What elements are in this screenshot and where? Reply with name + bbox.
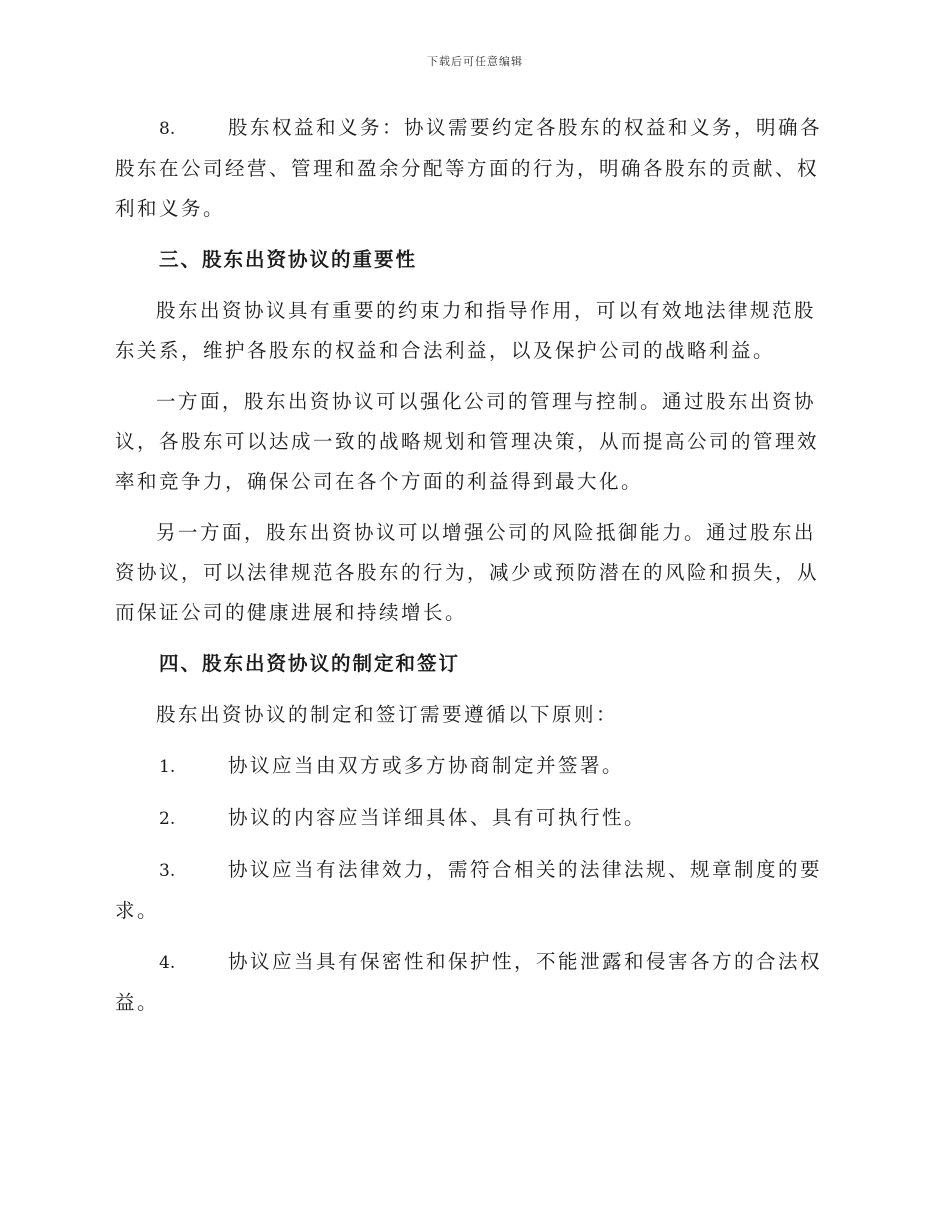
list-text: 协议的内容应当详细具体、具有可执行性。 <box>228 806 647 829</box>
principle-item-3 <box>115 850 835 931</box>
paragraph: 一方面，股东出资协议可以强化公司的管理与控制。通过股东出资协议，各股东可以达成一致的战略规划和管理决策，从而提高公司的管理效率和竞争力，确保公司在各个方面的利益得到最大化。 <box>115 390 820 493</box>
list-text: 协议应当有法律效力，需符合相关的法律法规、规章制度的要求。 <box>115 858 823 922</box>
list-text: 协议应当由双方或多方协商制定并签署。 <box>228 754 625 777</box>
principle-item-1 <box>115 746 835 787</box>
list-number: 1. <box>159 757 176 777</box>
list-number: 8. <box>159 119 176 139</box>
list-item-8 <box>115 108 835 229</box>
list-number: 2. <box>159 809 176 829</box>
document-body <box>115 108 835 1034</box>
principle-item-4 <box>115 942 835 1023</box>
list-number: 3. <box>159 861 176 881</box>
paragraph: 另一方面，股东出资协议可以增强公司的风险抵御能力。通过股东出资协议，可以法律规范各股东的行为，减少或预防潜在的风险和损失，从而保证公司的健康进展和持续增长。 <box>115 521 820 624</box>
paragraph: 股东出资协议具有重要的约束力和指导作用，可以有效地法律规范股东关系，维护各股东的权益和合法利益，以及保护公司的战略利益。 <box>115 299 817 362</box>
section-heading-3: 三、股东出资协议的重要性 <box>159 248 418 271</box>
principle-item-2 <box>115 798 835 839</box>
section-heading-4: 四、股东出资协议的制定和签订 <box>159 652 461 675</box>
page-header: 下载后可任意编辑 <box>427 55 523 68</box>
paragraph: 股东出资协议的制定和签订需要遵循以下原则： <box>156 703 619 726</box>
list-text: 股东权益和义务：协议需要约定各股东的权益和义务，明确各股东在公司经营、管理和盈余分配等方面的行为，明确各股东的贡献、权利和义务。 <box>115 116 823 220</box>
list-text: 协议应当具有保密性和保护性，不能泄露和侵害各方的合法权益。 <box>115 950 823 1014</box>
list-number: 4. <box>159 953 176 973</box>
